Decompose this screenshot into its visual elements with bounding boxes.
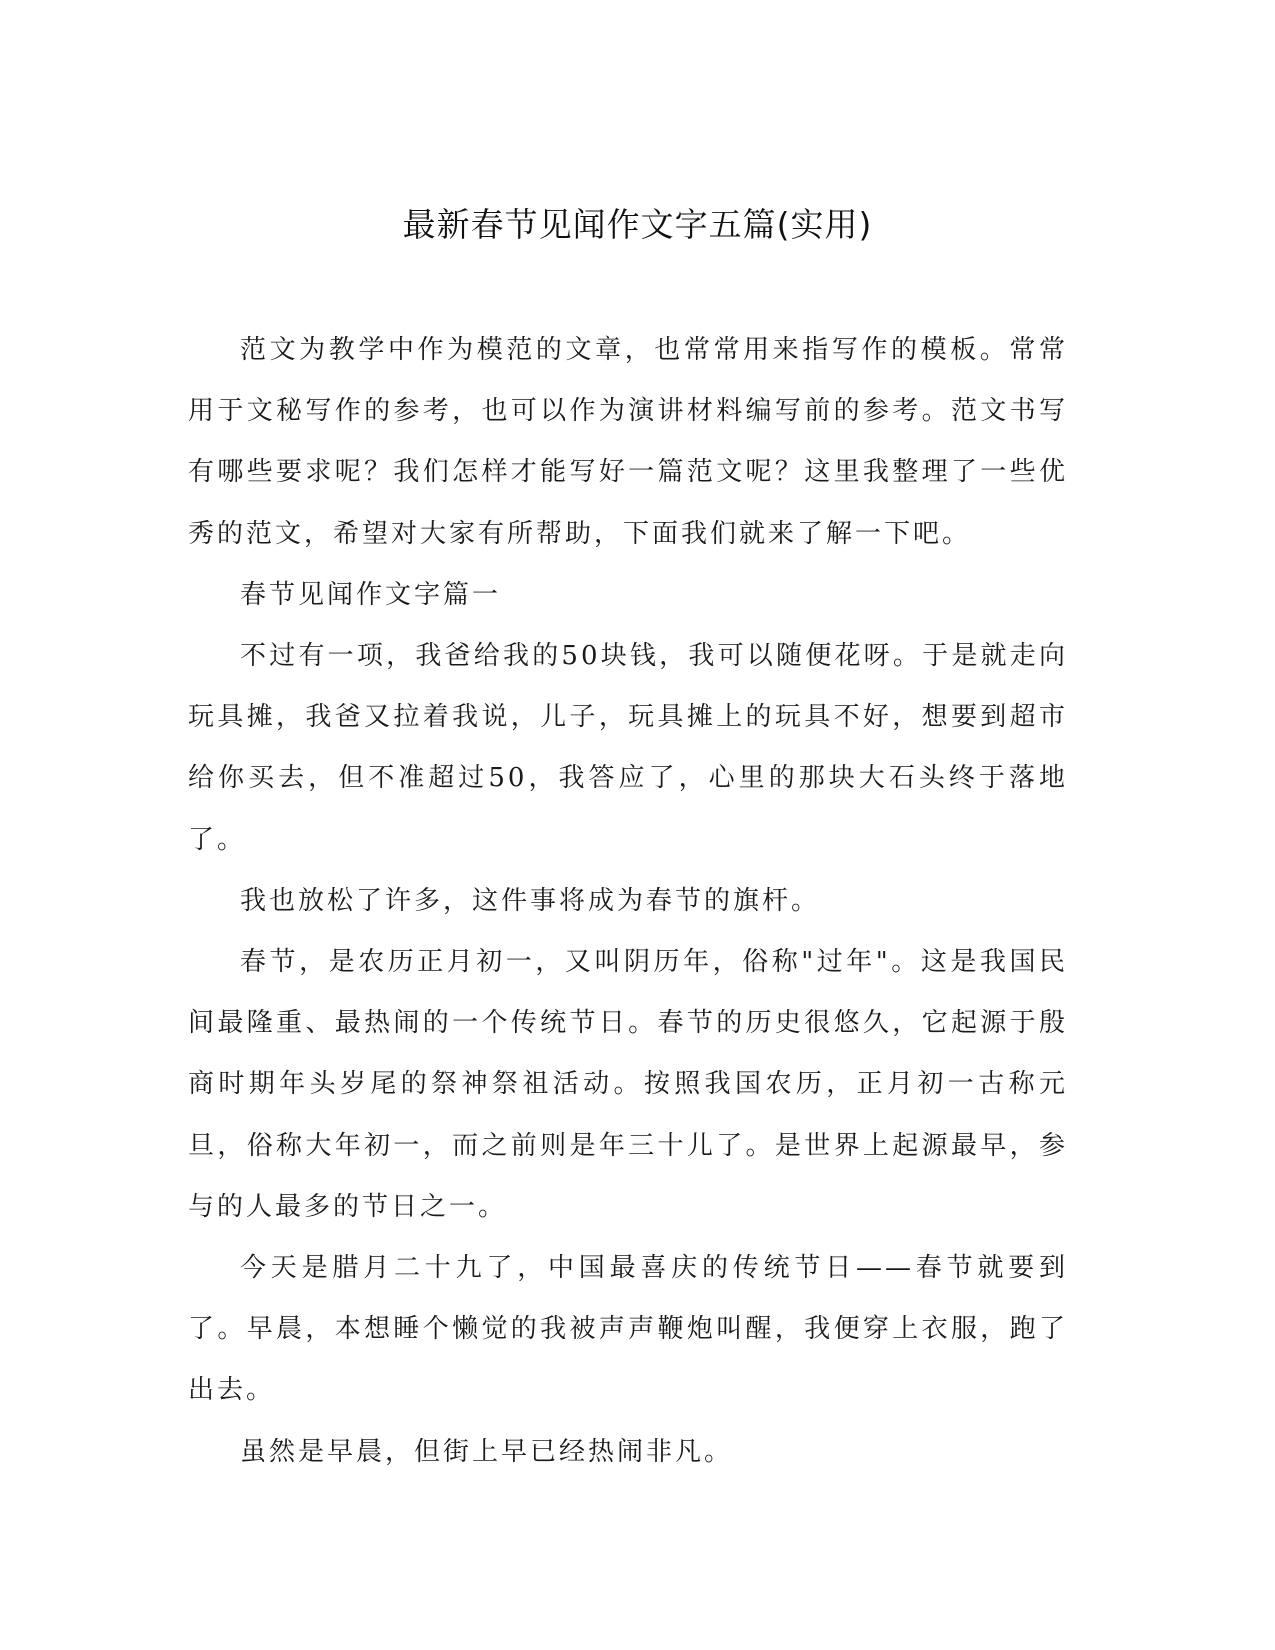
paragraph: 虽然是早晨，但街上早已经热闹非凡。 (240, 1436, 734, 1467)
paragraph: 春节，是农历正月初一，又叫阴历年，俗称"过年"。这是我国民间最隆重、最热闹的一个传统节日。春节的历史很悠久，它起源于殷商时期年头岁尾的祭神祭祖活动。按照我国农历，正月初一古称元旦，俗称大年初一，而之前则是年三十儿了。是世界上起源最早，参与的人最多的节日之一。 (188, 947, 1068, 1222)
paragraph-intro: 范文为教学中作为模范的文章，也常常用来指写作的模板。常常用于文秘写作的参考，也可以作为演讲材料编写前的参考。范文书写有哪些要求呢？我们怎样才能写好一篇范文呢？这里我整理了一些优秀的范文，希望对大家有所帮助，下面我们就来了解一下吧。 (188, 335, 1068, 549)
section-heading: 春节见闻作文字篇一 (240, 579, 502, 610)
document-title: 最新春节见闻作文字五篇(实用) (402, 205, 873, 244)
paragraph: 今天是腊月二十九了，中国最喜庆的传统节日——春节就要到了。早晨，本想睡个懒觉的我被声声鞭炮叫醒，我便穿上衣服，跑了出去。 (188, 1253, 1068, 1406)
document-body (188, 320, 1068, 1483)
paragraph: 我也放松了许多，这件事将成为春节的旗杆。 (240, 885, 821, 916)
paragraph: 不过有一项，我爸给我的50块钱，我可以随便花呀。于是就走向玩具摊，我爸又拉着我说，儿子，玩具摊上的玩具不好，想要到超市给你买去，但不准超过50，我答应了，心里的那块大石头终于落地了。 (188, 641, 1068, 855)
